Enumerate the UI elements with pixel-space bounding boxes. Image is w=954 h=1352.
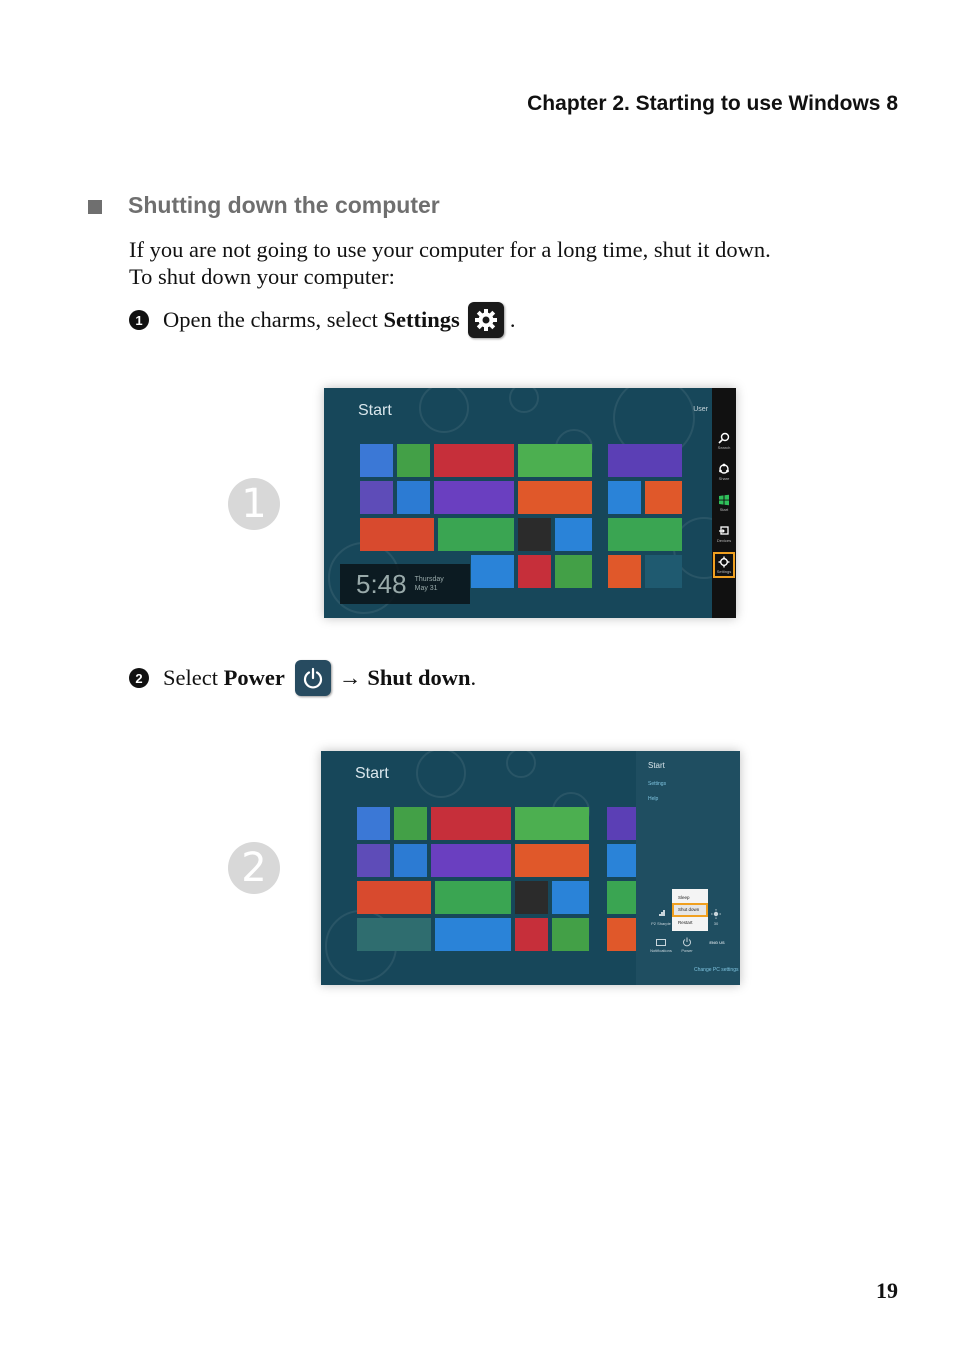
tile[interactable]: [552, 918, 589, 951]
power-menu-sleep[interactable]: Sleep: [678, 895, 690, 900]
power-menu: [672, 889, 708, 931]
figure-2-start-screen: [321, 751, 740, 985]
tile[interactable]: [555, 518, 592, 551]
figure-1-start-screen: [324, 388, 736, 618]
tile[interactable]: [357, 881, 431, 914]
tile[interactable]: [435, 918, 511, 951]
gear-icon: [468, 302, 504, 338]
tile[interactable]: [645, 481, 682, 514]
tile[interactable]: [515, 844, 589, 877]
pane-link-settings[interactable]: Settings: [648, 781, 667, 787]
tile[interactable]: [431, 844, 511, 877]
intro-line-1: If you are not going to use your computer for a long time, shut it down.: [129, 237, 771, 262]
step-1: [129, 302, 515, 338]
tile[interactable]: [394, 844, 427, 877]
tile[interactable]: [394, 807, 427, 840]
search-icon: [718, 432, 730, 444]
tile[interactable]: [518, 481, 592, 514]
section-title: Shutting down the computer: [128, 192, 440, 218]
intro-paragraph: [129, 236, 771, 290]
step-number-1: 1: [129, 310, 149, 330]
tile[interactable]: [438, 518, 514, 551]
tile[interactable]: [397, 481, 430, 514]
tile[interactable]: [434, 444, 514, 477]
tile[interactable]: [608, 518, 682, 551]
start-label: Start: [355, 765, 389, 782]
tile[interactable]: [515, 807, 589, 840]
chapter-header: Chapter 2. Starting to use Windows 8: [527, 92, 898, 115]
tile[interactable]: [552, 881, 589, 914]
power-label[interactable]: Power: [681, 948, 693, 953]
charms-bar: [712, 388, 736, 618]
page-number: 19: [876, 1278, 898, 1303]
step-1-prefix: Open the charms, select: [163, 307, 384, 332]
charm-devices[interactable]: [712, 525, 736, 543]
settings-pane: [636, 751, 740, 985]
charm-label: Share: [718, 476, 730, 481]
network-label: P2 Sharpie: [651, 921, 671, 926]
devices-icon: [718, 525, 730, 537]
figure-1-badge: 1: [228, 478, 280, 530]
clock-date: Thursday May 31: [414, 576, 444, 592]
power-menu-restart[interactable]: Restart: [678, 920, 693, 925]
tile[interactable]: [518, 555, 551, 588]
charm-label: Search: [717, 445, 731, 450]
pane-link-help[interactable]: Help: [648, 796, 659, 802]
step-2-suffix: .: [470, 665, 477, 690]
tile[interactable]: [357, 918, 431, 951]
tile[interactable]: [357, 807, 390, 840]
charm-share[interactable]: [712, 463, 736, 481]
tile[interactable]: [471, 555, 514, 588]
charm-label: Devices: [716, 538, 732, 543]
step-2-power-label: Power: [223, 665, 285, 690]
settings-highlight: [713, 552, 735, 578]
tile[interactable]: [357, 844, 390, 877]
lock-clock: [340, 564, 470, 604]
tile[interactable]: [360, 481, 393, 514]
notifications-label[interactable]: Notifications: [650, 948, 672, 953]
tile[interactable]: [607, 881, 637, 914]
step-number-2: 2: [129, 668, 149, 688]
step-1-suffix: .: [509, 307, 516, 332]
step-2-prefix: Select: [163, 665, 224, 690]
intro-line-2: To shut down your computer:: [129, 264, 395, 289]
network-icon: [656, 909, 666, 917]
language-label[interactable]: ENG US: [709, 940, 725, 945]
step-2: [129, 660, 476, 696]
tile[interactable]: [518, 518, 551, 551]
tile[interactable]: [555, 555, 592, 588]
section-heading: [88, 192, 440, 219]
step-1-settings-label: Settings: [383, 307, 460, 332]
charm-label: Start: [719, 507, 729, 512]
charm-search[interactable]: [712, 432, 736, 450]
power-icon: [295, 660, 331, 696]
share-icon: [718, 463, 730, 475]
tile[interactable]: [397, 444, 430, 477]
tile[interactable]: [608, 555, 641, 588]
charm-start[interactable]: [712, 494, 736, 512]
arrow-symbol: →: [338, 665, 362, 690]
brightness-label: 30: [713, 921, 719, 926]
tile[interactable]: [607, 844, 637, 877]
power-icon: [682, 937, 692, 947]
clock-time: 5:48: [356, 568, 407, 599]
figure-2-badge: 2: [228, 842, 280, 894]
tile[interactable]: [607, 918, 637, 951]
charm-label: Settings: [716, 569, 732, 574]
windows-logo-icon: [718, 494, 730, 506]
tile[interactable]: [608, 481, 641, 514]
notifications-icon: [656, 939, 666, 946]
tile[interactable]: [608, 444, 682, 477]
tile[interactable]: [515, 881, 548, 914]
start-label: Start: [358, 402, 392, 419]
user-label: User: [693, 406, 708, 413]
power-menu-shutdown[interactable]: Shut down: [678, 907, 700, 912]
change-pc-settings-link[interactable]: Change PC settings: [694, 967, 739, 973]
tile[interactable]: [515, 918, 548, 951]
brightness-icon: [711, 909, 721, 919]
tile[interactable]: [645, 555, 682, 588]
square-bullet-icon: [88, 200, 102, 214]
tile[interactable]: [434, 481, 514, 514]
tile[interactable]: [360, 518, 434, 551]
tile[interactable]: [360, 444, 393, 477]
pane-title: Start: [648, 761, 665, 770]
step-2-shutdown-label: Shut down: [367, 665, 471, 690]
tile[interactable]: [431, 807, 511, 840]
tile[interactable]: [518, 444, 592, 477]
tile[interactable]: [607, 807, 637, 840]
tile[interactable]: [435, 881, 511, 914]
